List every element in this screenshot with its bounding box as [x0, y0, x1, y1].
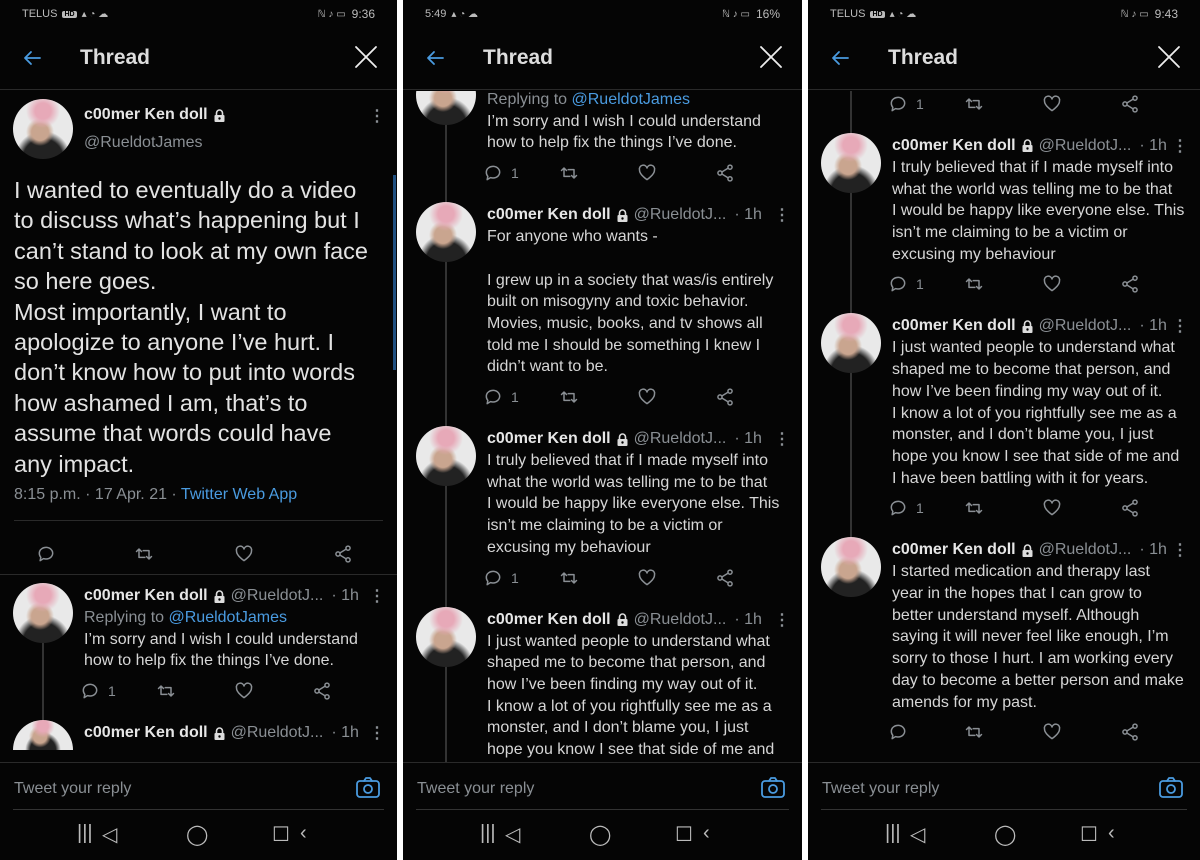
notification-icons: ▴ ◔ ☁	[81, 8, 109, 20]
navigation-bar	[808, 810, 1200, 860]
retweet-icon	[964, 498, 984, 518]
share-button[interactable]	[715, 568, 735, 588]
reply-icon	[888, 94, 908, 114]
like-button[interactable]	[637, 568, 657, 588]
author-name[interactable]: c00mer Ken doll	[84, 724, 208, 742]
author-name[interactable]: c00mer Ken doll	[487, 610, 611, 628]
retweet-icon	[559, 568, 579, 588]
avatar[interactable]	[821, 133, 881, 193]
phone-screen-2	[403, 0, 802, 860]
retweet-icon	[156, 681, 176, 701]
recents-button[interactable]: |||	[480, 822, 496, 844]
tweet-actions	[892, 269, 1186, 299]
tweet-time: · 1h	[734, 430, 762, 448]
page-title: Thread	[483, 46, 554, 69]
notification-icons: ▴ ◔ ☁	[889, 8, 917, 20]
heart-icon	[1042, 94, 1062, 114]
thread-line	[445, 125, 447, 194]
retweet-icon	[964, 274, 984, 294]
replying-to-link[interactable]: @RueldotJames	[168, 609, 288, 626]
like-button[interactable]	[1042, 94, 1062, 114]
reply-count: 1	[916, 95, 924, 112]
phone-screen-1	[0, 0, 397, 860]
reply-icon	[888, 498, 908, 518]
like-button[interactable]	[637, 387, 657, 407]
reply-tweet[interactable]	[403, 418, 802, 599]
more-options-button[interactable]: ⋮	[1172, 318, 1188, 336]
retweet-button[interactable]	[964, 274, 984, 294]
retweet-button[interactable]	[964, 498, 984, 518]
tweet-header	[487, 428, 788, 450]
heart-icon	[234, 681, 254, 701]
reply-button[interactable]	[888, 274, 924, 294]
reply-button[interactable]	[36, 544, 56, 564]
reply-button[interactable]	[483, 387, 519, 407]
tweet-header	[892, 135, 1186, 157]
tweet-text: I’m sorry and I wish I could understand how to help fix the things I’ve done.	[84, 630, 358, 670]
more-options-button[interactable]: ⋮	[369, 725, 385, 743]
overview-button[interactable]: ☐	[675, 824, 693, 846]
retweet-icon	[964, 94, 984, 114]
share-button[interactable]	[1120, 274, 1140, 294]
reply-tweet[interactable]	[0, 712, 397, 744]
share-icon	[715, 163, 735, 183]
lock-icon	[616, 209, 629, 222]
reply-icon	[80, 681, 100, 701]
status-bar	[403, 0, 802, 28]
reply-icon	[483, 568, 503, 588]
author-name[interactable]: c00mer Ken doll	[487, 206, 611, 224]
tweet-header	[892, 539, 1186, 561]
like-button[interactable]	[1042, 274, 1062, 294]
avatar[interactable]	[13, 583, 73, 643]
author-handle[interactable]: @RueldotJ...	[633, 610, 727, 628]
author-handle[interactable]: @RueldotJ...	[633, 430, 727, 448]
thread-line	[850, 91, 852, 125]
author-name[interactable]: c00mer Ken doll	[892, 136, 1016, 154]
close-icon[interactable]	[758, 44, 784, 70]
like-button[interactable]	[1042, 722, 1062, 742]
tweet-actions	[14, 539, 383, 569]
status-value: 9:43	[1154, 7, 1178, 21]
share-icon	[312, 681, 332, 701]
tweet-time: · 1h	[734, 206, 762, 224]
author-handle[interactable]: @RueldotJ...	[1038, 136, 1132, 154]
navigation-bar	[403, 810, 802, 860]
reply-count: 1	[916, 500, 924, 517]
retweet-button[interactable]	[156, 681, 176, 701]
tweet-actions	[487, 158, 788, 188]
page-title: Thread	[888, 46, 959, 69]
author-name[interactable]: c00mer Ken doll	[84, 587, 208, 604]
back-arrow-icon[interactable]	[828, 46, 852, 70]
tweet-header	[487, 609, 788, 631]
reply-composer	[808, 762, 1200, 810]
tweet-actions	[892, 493, 1186, 523]
lock-icon	[616, 433, 629, 446]
tweet-source-link[interactable]: Twitter Web App	[180, 486, 298, 503]
carrier-or-time: 5:49	[425, 8, 447, 20]
carrier-or-time: TELUS	[830, 8, 866, 20]
reply-icon	[888, 274, 908, 294]
tweet-time: · 1h	[734, 610, 762, 628]
retweet-button[interactable]	[559, 568, 579, 588]
heart-icon	[637, 568, 657, 588]
author-name[interactable]: c00mer Ken doll	[892, 541, 1016, 559]
system-icons: ℕ ♪ ▭	[721, 8, 750, 20]
tweet-text: I just wanted people to understand what shaped me to become that person, and how I’ve been finding my way out of it. I know a lot of you rightfully see me as a monster, and I don’t blame you, I just hope you know I see that side of me and I have been battling with it for years.	[892, 339, 1180, 487]
author-name[interactable]: c00mer Ken doll	[892, 317, 1016, 335]
share-icon	[1120, 274, 1140, 294]
retweet-button[interactable]	[964, 722, 984, 742]
heart-icon	[1042, 274, 1062, 294]
reply-tweet[interactable]	[0, 575, 397, 712]
thread-line	[850, 373, 852, 529]
share-icon	[1120, 498, 1140, 518]
heart-icon	[1042, 722, 1062, 742]
reply-button[interactable]	[80, 681, 116, 701]
like-button[interactable]	[1042, 498, 1062, 518]
like-button[interactable]	[637, 163, 657, 183]
main-tweet	[0, 91, 397, 575]
close-icon[interactable]	[1156, 44, 1182, 70]
status-right	[318, 7, 375, 21]
tweet-header	[84, 722, 383, 744]
reply-tweet[interactable]	[808, 305, 1200, 529]
reply-composer	[403, 762, 802, 810]
author-name[interactable]: c00mer Ken doll	[84, 106, 208, 123]
more-options-button[interactable]: ⋮	[369, 108, 385, 125]
main-tweet-text: I wanted to eventually do a video to discuss what’s happening but I can’t stand to look at my own face so here goes. Most importantly, I want to apologize to anyone I’ve hurt. I don’t know how to put into words how ashamed I am, that’s to assume that words could have any impact.	[14, 177, 368, 477]
replying-label: Replying to	[487, 91, 572, 108]
share-button[interactable]	[715, 387, 735, 407]
status-value: 9:36	[351, 7, 375, 21]
share-icon	[333, 544, 353, 564]
back-nav-button[interactable]: ◁	[910, 824, 926, 846]
reply-tweet[interactable]	[808, 91, 1200, 125]
author-handle[interactable]: @RueldotJ...	[1038, 541, 1132, 559]
replying-to	[84, 607, 383, 629]
more-options-button[interactable]: ⋮	[774, 431, 790, 449]
overview-button[interactable]: ☐	[1080, 824, 1098, 846]
avatar[interactable]	[416, 202, 476, 262]
replying-to-link[interactable]: @RueldotJames	[571, 91, 691, 108]
reply-count: 1	[108, 683, 116, 700]
share-button[interactable]	[715, 163, 735, 183]
back-nav-button[interactable]: ◁	[102, 824, 118, 846]
share-button[interactable]	[312, 681, 332, 701]
reply-button[interactable]	[888, 722, 908, 742]
tweet-text: I truly believed that if I made myself into what the world was telling me to be that I would be happy like everyone else. This isn’t me claiming to be a victim or excusing my behaviour	[892, 158, 1185, 263]
tweet-actions	[892, 91, 1186, 119]
gesture-back-button[interactable]: ‹	[1108, 822, 1115, 844]
tweet-header	[487, 204, 788, 226]
divider	[14, 520, 383, 521]
tweet-meta	[14, 486, 297, 504]
reply-count: 1	[916, 276, 924, 293]
reply-icon	[36, 544, 56, 564]
home-button[interactable]: ◯	[186, 824, 209, 846]
reply-tweet[interactable]	[403, 599, 802, 762]
reply-input[interactable]: Tweet your reply	[417, 780, 535, 797]
share-button[interactable]	[1120, 498, 1140, 518]
status-left	[22, 8, 108, 20]
reply-tweet[interactable]	[808, 125, 1200, 306]
tweet-header	[84, 585, 383, 607]
like-button[interactable]	[234, 681, 254, 701]
tweet-text: For anyone who wants - I grew up in a society that was/is entirely built on misogyny and toxic behavior. Movies, music, books, and tv shows all told me I should be something I knew I didn’t want to be.	[487, 228, 774, 376]
status-value: 16%	[755, 7, 780, 21]
avatar[interactable]	[13, 720, 73, 750]
retweet-button[interactable]	[559, 387, 579, 407]
tweet-text: I’m sorry and I wish I could understand how to help fix the things I’ve done.	[487, 112, 761, 152]
gesture-back-button[interactable]: ‹	[703, 822, 710, 844]
thread-content	[0, 91, 397, 762]
more-options-button[interactable]: ⋮	[369, 588, 385, 605]
lock-icon	[213, 590, 226, 603]
author-handle[interactable]: @RueldotJ...	[633, 206, 727, 224]
back-nav-button[interactable]: ◁	[505, 824, 521, 846]
home-button[interactable]: ◯	[589, 824, 612, 846]
status-left	[425, 8, 478, 20]
status-right	[1121, 7, 1178, 21]
camera-icon[interactable]	[760, 775, 786, 799]
tweet-actions	[892, 717, 1186, 747]
heart-icon	[1042, 498, 1062, 518]
avatar[interactable]	[821, 537, 881, 597]
reply-count: 1	[511, 389, 519, 406]
tweet-time: · 1h	[1139, 541, 1167, 559]
tweet-time: · 1h	[331, 724, 359, 742]
gesture-back-button[interactable]: ‹	[300, 822, 307, 844]
navigation-bar	[0, 810, 397, 860]
recents-button[interactable]: |||	[77, 822, 93, 844]
status-bar	[808, 0, 1200, 28]
like-button[interactable]	[234, 544, 254, 564]
overview-button[interactable]: ☐	[272, 824, 290, 846]
reply-tweet[interactable]	[403, 91, 802, 194]
lock-icon	[1021, 139, 1034, 152]
carrier-or-time: TELUS	[22, 8, 58, 20]
thread-line	[850, 193, 852, 306]
back-arrow-icon[interactable]	[20, 46, 44, 70]
reply-button[interactable]	[888, 94, 924, 114]
phone-screen-3	[808, 0, 1200, 860]
reply-button[interactable]	[483, 163, 519, 183]
author-handle[interactable]: @RueldotJames	[84, 134, 203, 151]
author-handle[interactable]: @RueldotJ...	[230, 724, 324, 742]
thread-line	[445, 262, 447, 418]
author-handle[interactable]: @RueldotJ...	[230, 587, 324, 604]
author-name[interactable]: c00mer Ken doll	[487, 430, 611, 448]
tweet-actions	[84, 676, 383, 706]
retweet-button[interactable]	[559, 163, 579, 183]
more-options-button[interactable]: ⋮	[1172, 137, 1188, 155]
more-options-button[interactable]: ⋮	[774, 207, 790, 225]
reply-count: 1	[511, 165, 519, 182]
thread-content	[808, 91, 1200, 762]
hd-badge: HD	[872, 10, 883, 18]
lock-icon	[1021, 544, 1034, 557]
thread-line	[42, 643, 44, 712]
retweet-button[interactable]	[964, 94, 984, 114]
top-bar	[0, 28, 397, 90]
tweet-time: · 1h	[1139, 136, 1167, 154]
tweet-text: I started medication and therapy last year in the hopes that I can grow to better understand myself. Although saying it will never feel like enough, I’m sorry to those I hurt. I am working every day to become a better person and make amends for my past.	[892, 563, 1184, 711]
reply-input[interactable]: Tweet your reply	[822, 780, 940, 797]
reply-tweet[interactable]	[403, 194, 802, 418]
share-button[interactable]	[333, 544, 353, 564]
reply-button[interactable]	[888, 498, 924, 518]
hd-badge: HD	[64, 10, 75, 18]
tweet-actions	[487, 563, 788, 593]
avatar[interactable]	[416, 426, 476, 486]
heart-icon	[637, 387, 657, 407]
camera-icon[interactable]	[1158, 775, 1184, 799]
close-icon[interactable]	[353, 44, 379, 70]
reply-count: 1	[511, 569, 519, 586]
back-arrow-icon[interactable]	[423, 46, 447, 70]
replying-label: Replying to	[84, 609, 169, 626]
reply-input[interactable]: Tweet your reply	[14, 780, 132, 797]
home-button[interactable]: ◯	[994, 824, 1017, 846]
reply-tweet[interactable]	[808, 529, 1200, 753]
recents-button[interactable]: |||	[885, 822, 901, 844]
retweet-icon	[134, 544, 154, 564]
system-icons: ℕ ♪ ▭	[317, 8, 346, 20]
avatar[interactable]	[13, 99, 73, 159]
tweet-list	[0, 91, 397, 744]
status-bar	[0, 0, 397, 28]
page-title: Thread	[80, 46, 151, 69]
tweet-list	[808, 91, 1200, 753]
reply-icon	[483, 387, 503, 407]
share-icon	[715, 568, 735, 588]
more-options-button[interactable]: ⋮	[774, 611, 790, 629]
thread-content	[403, 91, 802, 762]
reply-composer	[0, 762, 397, 810]
share-button[interactable]	[1120, 722, 1140, 742]
tweet-time: · 1h	[1139, 317, 1167, 335]
tweet-actions	[487, 382, 788, 412]
top-bar	[808, 28, 1200, 90]
avatar[interactable]	[821, 313, 881, 373]
retweet-button[interactable]	[134, 544, 154, 564]
retweet-icon	[559, 387, 579, 407]
more-options-button[interactable]: ⋮	[1172, 542, 1188, 560]
tweet-text: I truly believed that if I made myself into what the world was telling me to be that I would be happy like everyone else. This isn’t me claiming to be a victim or excusing my behaviour	[487, 452, 780, 556]
share-icon	[715, 387, 735, 407]
tweet-text: I just wanted people to understand what shaped me to become that person, and how I’ve been finding my way out of it. I know a lot of you rightfully see me as a monster, and I don’t blame you, I just hope you know I see that side of me and	[487, 632, 775, 759]
retweet-icon	[964, 722, 984, 742]
heart-icon	[234, 544, 254, 564]
lock-icon	[213, 109, 226, 122]
reply-icon	[888, 722, 908, 742]
system-icons: ℕ ♪ ▭	[1120, 8, 1149, 20]
status-left	[830, 8, 916, 20]
share-icon	[1120, 94, 1140, 114]
camera-icon[interactable]	[355, 775, 381, 799]
avatar[interactable]	[416, 607, 476, 667]
retweet-icon	[559, 163, 579, 183]
thread-line	[445, 486, 447, 599]
author-handle[interactable]: @RueldotJ...	[1038, 317, 1132, 335]
tweet-header	[892, 315, 1186, 337]
share-button[interactable]	[1120, 94, 1140, 114]
main-author-name-row	[84, 106, 231, 124]
reply-icon	[483, 163, 503, 183]
top-bar	[403, 28, 802, 90]
tweet-time: · 1h	[331, 587, 359, 604]
status-right	[722, 7, 780, 21]
thread-line	[445, 667, 447, 762]
notification-icons: ▴ ◔ ☁	[451, 8, 479, 20]
reply-button[interactable]	[483, 568, 519, 588]
lock-icon	[1021, 320, 1034, 333]
lock-icon	[616, 613, 629, 626]
replying-to	[487, 91, 788, 111]
share-icon	[1120, 722, 1140, 742]
heart-icon	[637, 163, 657, 183]
avatar[interactable]	[416, 91, 476, 125]
tweet-list	[403, 91, 802, 762]
scrollbar[interactable]	[393, 175, 396, 370]
lock-icon	[213, 727, 226, 740]
tweet-timestamp: 8:15 p.m. · 17 Apr. 21 ·	[14, 486, 181, 503]
